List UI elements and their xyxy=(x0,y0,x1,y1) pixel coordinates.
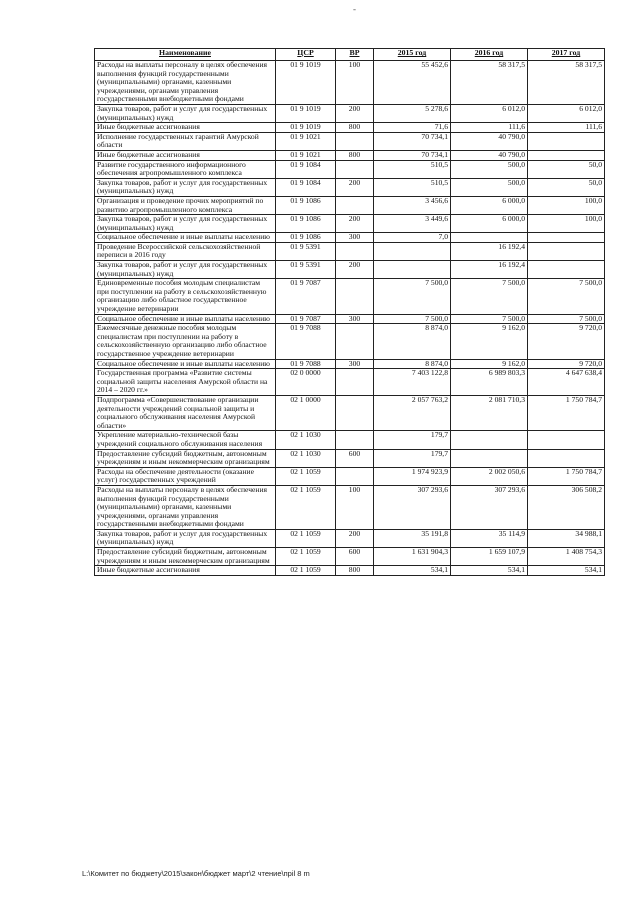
row-vr-cell: 200 xyxy=(336,215,374,233)
row-2017-cell: 9 720,0 xyxy=(528,359,605,369)
row-2017-cell xyxy=(528,242,605,260)
row-2015-cell: 70 734,1 xyxy=(374,150,451,160)
table-row xyxy=(95,279,605,314)
row-vr-cell xyxy=(336,467,374,485)
table-row xyxy=(95,261,605,279)
row-vr-cell: 800 xyxy=(336,123,374,133)
row-name-cell: Закупка товаров, работ и услуг для государственных (муниципальных) нужд xyxy=(95,261,276,279)
row-csr-cell: 02 1 1030 xyxy=(276,449,336,467)
row-csr-cell: 01 9 1019 xyxy=(276,61,336,105)
table-header xyxy=(95,49,605,61)
row-csr-cell: 01 9 5391 xyxy=(276,261,336,279)
row-csr-cell: 01 9 1086 xyxy=(276,215,336,233)
row-name-cell: Предоставление субсидий бюджетным, автономным учреждениям и иным некоммерческим организациям xyxy=(95,548,276,566)
row-2015-cell: 1 631 904,3 xyxy=(374,548,451,566)
row-2016-cell xyxy=(451,431,528,449)
table-row xyxy=(95,242,605,260)
row-2015-cell xyxy=(374,242,451,260)
row-2017-cell: 7 500,0 xyxy=(528,279,605,314)
row-2017-cell: 6 012,0 xyxy=(528,104,605,122)
row-2015-cell: 35 191,8 xyxy=(374,529,451,547)
row-2015-cell: 179,7 xyxy=(374,449,451,467)
row-vr-cell xyxy=(336,196,374,214)
row-2015-cell: 7 500,0 xyxy=(374,314,451,324)
row-2016-cell xyxy=(451,233,528,243)
row-2015-cell: 3 449,6 xyxy=(374,215,451,233)
row-2015-cell: 71,6 xyxy=(374,123,451,133)
row-vr-cell: 200 xyxy=(336,261,374,279)
row-2015-cell: 2 057 763,2 xyxy=(374,395,451,430)
row-2017-cell: 7 500,0 xyxy=(528,314,605,324)
table-row xyxy=(95,529,605,547)
row-csr-cell: 01 9 1086 xyxy=(276,233,336,243)
row-2017-cell xyxy=(528,233,605,243)
table-row xyxy=(95,233,605,243)
row-2015-cell: 8 874,0 xyxy=(374,359,451,369)
row-2016-cell: 58 317,5 xyxy=(451,61,528,105)
header-2016: 2016 год xyxy=(451,49,528,61)
row-name-cell: Социальное обеспечение и иные выплаты населению xyxy=(95,314,276,324)
row-2017-cell xyxy=(528,431,605,449)
row-vr-cell xyxy=(336,369,374,396)
row-vr-cell xyxy=(336,160,374,178)
row-csr-cell: 01 9 1021 xyxy=(276,150,336,160)
row-2016-cell: 9 162,0 xyxy=(451,324,528,359)
budget-table xyxy=(94,48,605,576)
row-vr-cell xyxy=(336,395,374,430)
row-vr-cell: 100 xyxy=(336,61,374,105)
page-mark: - xyxy=(353,4,356,14)
table-row xyxy=(95,395,605,430)
row-csr-cell: 02 1 1030 xyxy=(276,431,336,449)
table-row xyxy=(95,160,605,178)
row-vr-cell xyxy=(336,132,374,150)
row-vr-cell xyxy=(336,279,374,314)
table-row xyxy=(95,449,605,467)
table-row xyxy=(95,215,605,233)
row-csr-cell: 01 9 5391 xyxy=(276,242,336,260)
row-vr-cell xyxy=(336,242,374,260)
row-2015-cell: 55 452,6 xyxy=(374,61,451,105)
row-name-cell: Закупка товаров, работ и услуг для государственных (муниципальных) нужд xyxy=(95,178,276,196)
row-vr-cell: 800 xyxy=(336,566,374,576)
row-2015-cell: 534,1 xyxy=(374,566,451,576)
row-csr-cell: 01 9 1086 xyxy=(276,196,336,214)
row-name-cell: Расходы на обеспечение деятельности (оказание услуг) государственных учреждений xyxy=(95,467,276,485)
header-csr: ЦСР xyxy=(276,49,336,61)
row-2015-cell: 5 278,6 xyxy=(374,104,451,122)
table-row xyxy=(95,123,605,133)
row-name-cell: Единовременные пособия молодым специалистам при поступлении на работу в сельскохозяйственную организацию либо областное государственное учреждение ветеринарии xyxy=(95,279,276,314)
table-row xyxy=(95,548,605,566)
table-row xyxy=(95,485,605,529)
row-name-cell: Ежемесячные денежные пособия молодым специалистам при поступлении на работу в сельскохозяйственную организацию либо областное государственное учреждение ветеринарии xyxy=(95,324,276,359)
row-name-cell: Иные бюджетные ассигнования xyxy=(95,566,276,576)
row-csr-cell: 02 1 1059 xyxy=(276,467,336,485)
row-vr-cell xyxy=(336,324,374,359)
header-name: Наименование xyxy=(95,49,276,61)
row-2016-cell: 2 002 050,6 xyxy=(451,467,528,485)
row-2016-cell: 6 000,0 xyxy=(451,196,528,214)
row-name-cell: Подпрограмма «Совершенствование организации деятельности учреждений социальной защиты и социального обслуживания населения Амурской области» xyxy=(95,395,276,430)
row-2016-cell: 2 081 710,3 xyxy=(451,395,528,430)
row-2016-cell: 9 162,0 xyxy=(451,359,528,369)
row-2017-cell: 1 750 784,7 xyxy=(528,395,605,430)
row-2015-cell: 7 500,0 xyxy=(374,279,451,314)
row-2017-cell xyxy=(528,449,605,467)
row-2017-cell xyxy=(528,132,605,150)
row-vr-cell: 800 xyxy=(336,150,374,160)
row-csr-cell: 01 9 1019 xyxy=(276,123,336,133)
table-row xyxy=(95,178,605,196)
row-csr-cell: 02 1 1059 xyxy=(276,485,336,529)
row-2017-cell: 100,0 xyxy=(528,215,605,233)
row-name-cell: Расходы на выплаты персоналу в целях обеспечения выполнения функций государственными (муниципальными) органами, казенными учреждениями, органами управления государственными внебюджетными фондами xyxy=(95,61,276,105)
row-name-cell: Закупка товаров, работ и услуг для государственных (муниципальных) нужд xyxy=(95,529,276,547)
row-name-cell: Социальное обеспечение и иные выплаты населению xyxy=(95,359,276,369)
row-csr-cell: 01 9 7087 xyxy=(276,279,336,314)
row-2015-cell: 8 874,0 xyxy=(374,324,451,359)
row-2015-cell: 7,0 xyxy=(374,233,451,243)
row-2015-cell: 510,5 xyxy=(374,178,451,196)
header-row xyxy=(95,49,605,61)
row-name-cell: Расходы на выплаты персоналу в целях обеспечения выполнения функций государственными (муниципальными) органами, казенными учреждениями, органами управления государственными внебюджетными фондами xyxy=(95,485,276,529)
table-row xyxy=(95,61,605,105)
row-2017-cell: 34 988,1 xyxy=(528,529,605,547)
row-2015-cell: 307 293,6 xyxy=(374,485,451,529)
table-row xyxy=(95,369,605,396)
row-2016-cell: 500,0 xyxy=(451,178,528,196)
row-2016-cell: 40 790,0 xyxy=(451,132,528,150)
row-2016-cell: 7 500,0 xyxy=(451,314,528,324)
row-2017-cell: 9 720,0 xyxy=(528,324,605,359)
row-2015-cell xyxy=(374,261,451,279)
table-row xyxy=(95,132,605,150)
row-vr-cell: 200 xyxy=(336,178,374,196)
row-2017-cell: 58 317,5 xyxy=(528,61,605,105)
row-name-cell: Иные бюджетные ассигнования xyxy=(95,123,276,133)
table-row xyxy=(95,324,605,359)
row-vr-cell: 200 xyxy=(336,529,374,547)
row-name-cell: Закупка товаров, работ и услуг для государственных (муниципальных) нужд xyxy=(95,104,276,122)
row-2017-cell: 4 647 638,4 xyxy=(528,369,605,396)
row-vr-cell: 600 xyxy=(336,548,374,566)
table-row xyxy=(95,104,605,122)
row-2016-cell: 7 500,0 xyxy=(451,279,528,314)
row-csr-cell: 01 9 7088 xyxy=(276,359,336,369)
row-csr-cell: 01 9 7088 xyxy=(276,324,336,359)
table-row xyxy=(95,467,605,485)
header-2017: 2017 год xyxy=(528,49,605,61)
row-vr-cell: 300 xyxy=(336,314,374,324)
row-name-cell: Государственная программа «Развитие системы социальной защиты населения Амурской области на 2014 – 2020 гг.» xyxy=(95,369,276,396)
row-csr-cell: 02 1 1059 xyxy=(276,548,336,566)
row-csr-cell: 01 9 1019 xyxy=(276,104,336,122)
row-2016-cell: 111,6 xyxy=(451,123,528,133)
row-name-cell: Исполнение государственных гарантий Амурской области xyxy=(95,132,276,150)
row-vr-cell: 600 xyxy=(336,449,374,467)
row-2016-cell: 40 790,0 xyxy=(451,150,528,160)
row-2015-cell: 510,5 xyxy=(374,160,451,178)
row-2016-cell: 307 293,6 xyxy=(451,485,528,529)
row-vr-cell: 300 xyxy=(336,233,374,243)
row-2017-cell: 50,0 xyxy=(528,160,605,178)
row-2016-cell xyxy=(451,449,528,467)
row-2015-cell: 3 456,6 xyxy=(374,196,451,214)
header-2015: 2015 год xyxy=(374,49,451,61)
row-2015-cell: 70 734,1 xyxy=(374,132,451,150)
row-2016-cell: 16 192,4 xyxy=(451,242,528,260)
row-name-cell: Развитие государственного информационного обеспечения агропромышленного комплекса xyxy=(95,160,276,178)
row-csr-cell: 02 1 0000 xyxy=(276,395,336,430)
row-name-cell: Социальное обеспечение и иные выплаты населению xyxy=(95,233,276,243)
row-csr-cell: 02 1 1059 xyxy=(276,529,336,547)
row-2017-cell: 534,1 xyxy=(528,566,605,576)
row-2017-cell: 100,0 xyxy=(528,196,605,214)
table-row xyxy=(95,566,605,576)
row-2015-cell: 179,7 xyxy=(374,431,451,449)
row-2017-cell: 111,6 xyxy=(528,123,605,133)
table-row xyxy=(95,150,605,160)
row-vr-cell: 300 xyxy=(336,359,374,369)
row-name-cell: Укрепление материально-технической базы учреждений социального обслуживания населения xyxy=(95,431,276,449)
row-csr-cell: 02 0 0000 xyxy=(276,369,336,396)
row-2016-cell: 16 192,4 xyxy=(451,261,528,279)
row-2016-cell: 500,0 xyxy=(451,160,528,178)
row-2017-cell: 50,0 xyxy=(528,178,605,196)
row-2015-cell: 7 403 122,8 xyxy=(374,369,451,396)
row-2016-cell: 534,1 xyxy=(451,566,528,576)
row-2016-cell: 1 659 107,9 xyxy=(451,548,528,566)
row-2015-cell: 1 974 923,9 xyxy=(374,467,451,485)
row-name-cell: Организация и проведение прочих мероприятий по развитию агропромышленного комплекса xyxy=(95,196,276,214)
row-2016-cell: 6 000,0 xyxy=(451,215,528,233)
row-vr-cell: 100 xyxy=(336,485,374,529)
row-name-cell: Иные бюджетные ассигнования xyxy=(95,150,276,160)
row-2017-cell xyxy=(528,150,605,160)
row-2017-cell xyxy=(528,261,605,279)
row-2017-cell: 306 508,2 xyxy=(528,485,605,529)
row-2016-cell: 6 989 803,3 xyxy=(451,369,528,396)
header-vr: ВР xyxy=(336,49,374,61)
row-name-cell: Предоставление субсидий бюджетным, автономным учреждениям и иным некоммерческим организациям xyxy=(95,449,276,467)
table-body xyxy=(95,61,605,576)
row-vr-cell xyxy=(336,431,374,449)
row-csr-cell: 01 9 1021 xyxy=(276,132,336,150)
table-row xyxy=(95,359,605,369)
row-2016-cell: 35 114,9 xyxy=(451,529,528,547)
row-csr-cell: 01 9 1084 xyxy=(276,160,336,178)
table-row xyxy=(95,314,605,324)
row-2017-cell: 1 408 754,3 xyxy=(528,548,605,566)
row-csr-cell: 02 1 1059 xyxy=(276,566,336,576)
row-2017-cell: 1 750 784,7 xyxy=(528,467,605,485)
file-path-footer: L:\Комитет по бюджету\2015\закон\бюджет март\2 чтение\прil 8 m xyxy=(82,869,310,878)
row-vr-cell: 200 xyxy=(336,104,374,122)
row-csr-cell: 01 9 7087 xyxy=(276,314,336,324)
table-row xyxy=(95,196,605,214)
table-row xyxy=(95,431,605,449)
row-name-cell: Закупка товаров, работ и услуг для государственных (муниципальных) нужд xyxy=(95,215,276,233)
row-csr-cell: 01 9 1084 xyxy=(276,178,336,196)
row-2016-cell: 6 012,0 xyxy=(451,104,528,122)
row-name-cell: Проведение Всероссийской сельскохозяйственной переписи в 2016 году xyxy=(95,242,276,260)
